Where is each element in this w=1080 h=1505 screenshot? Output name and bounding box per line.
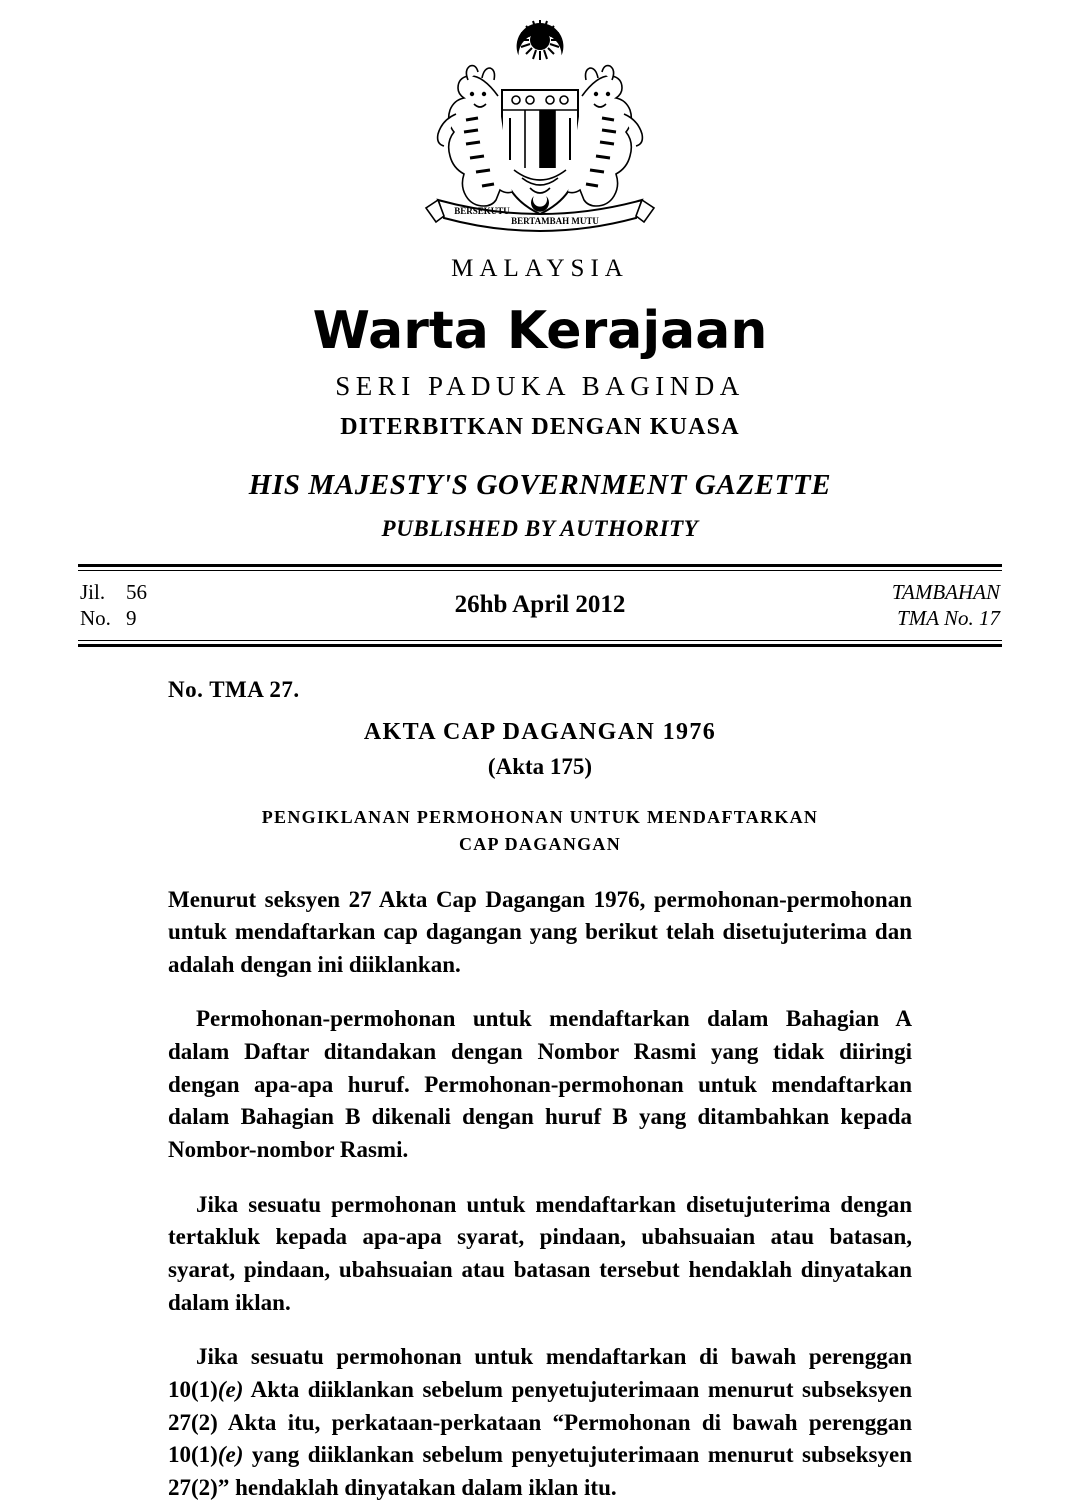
supplement-block xyxy=(800,579,1000,632)
notice-number: No. TMA 27. xyxy=(168,676,300,702)
issue-date: 26hb April 2012 xyxy=(454,591,626,619)
supplement-value: TMA No. 17 xyxy=(897,606,1000,631)
number-value: 9 xyxy=(126,606,137,631)
advertisement-heading-line2: CAP DAGANGAN xyxy=(458,833,622,854)
paragraph-3: Jika sesuatu permohonan untuk mendaftarkan disetujuterima dengan tertakluk kepada apa-apa syarat, pindaan, ubahsuaian atau batasan, syarat, pindaan, ubahsuaian atau batasan tersebut hendaklah dinyatakan dalam iklan. xyxy=(168,1191,912,1315)
paragraph-4 xyxy=(168,1341,912,1504)
divider-bottom-thick xyxy=(78,644,1002,647)
divider-bottom-thin xyxy=(78,640,1002,641)
paragraph-4-part-c: yang diiklankan sebelum penyetujuterimaan menurut subseksyen 27(2)” hendaklah dinyatakan dalam iklan itu. xyxy=(168,1442,912,1500)
malaysia-coat-of-arms-icon xyxy=(390,18,690,233)
divider-top-thick xyxy=(78,564,1002,567)
act-title: AKTA CAP DAGANGAN 1976 xyxy=(363,718,717,745)
supplement-label: TAMBAHAN xyxy=(891,580,1000,604)
paragraph-4-part-b: Akta diiklankan sebelum penyetujuterimaan menurut subseksyen 27(2) Akta itu, perkataan-perkataan “Permohonan di bawah perenggan 10(1) xyxy=(168,1377,912,1468)
paragraph-1: Menurut seksyen 27 Akta Cap Dagangan 1976, permohonan-permohonan untuk mendaftarkan cap dagangan yang berikut telah disetujuterima dan adalah dengan ini diiklankan. xyxy=(168,886,912,977)
paragraph-2: Permohonan-permohonan untuk mendaftarkan dalam Bahagian A dalam Daftar ditandakan dengan Nombor Rasmi yang tidak diiringi dengan apa-apa huruf. Permohonan-permohonan untuk mendaftarkan dalam Bahagian B dikenali dengan huruf B yang ditambahkan kepada Nombor-nombor Rasmi. xyxy=(168,1006,912,1163)
gazette-subtitle: SERI PADUKA BAGINDA xyxy=(335,371,745,401)
paragraph-4-part-a: Jika sesuatu permohonan untuk mendaftarkan di bawah perenggan 10(1) xyxy=(168,1344,912,1403)
gazette-title: Warta Kerajaan xyxy=(312,301,768,361)
volume-label: Jil. xyxy=(80,580,106,604)
volume-value: 56 xyxy=(126,580,147,604)
coat-of-arms-container xyxy=(78,0,1002,233)
advertisement-heading xyxy=(78,804,1002,858)
advertisement-heading-line1: PENGIKLANAN PERMOHONAN UNTUK MENDAFTARKAN xyxy=(261,806,819,827)
crest-motto-right: BERTAMBAH MUTU xyxy=(511,216,599,226)
authority-malay: DITERBITKAN DENGAN KUASA xyxy=(340,414,740,440)
masthead xyxy=(78,255,1002,542)
issue-volume-block xyxy=(80,579,280,632)
number-label: No. xyxy=(80,606,111,631)
paragraph-4-italic-2: (e) xyxy=(217,1442,244,1468)
authority-english: PUBLISHED BY AUTHORITY xyxy=(381,516,699,541)
issue-bar xyxy=(78,571,1002,640)
paragraph-4-italic-1: (e) xyxy=(217,1377,244,1403)
gazette-title-english: HIS MAJESTY'S GOVERNMENT GAZETTE xyxy=(248,469,832,501)
act-subtitle: (Akta 175) xyxy=(487,753,593,779)
crest-motto-left: BERSEKUTU xyxy=(454,206,510,216)
notice-body xyxy=(78,884,1002,1505)
country-name: MALAYSIA xyxy=(451,255,629,282)
